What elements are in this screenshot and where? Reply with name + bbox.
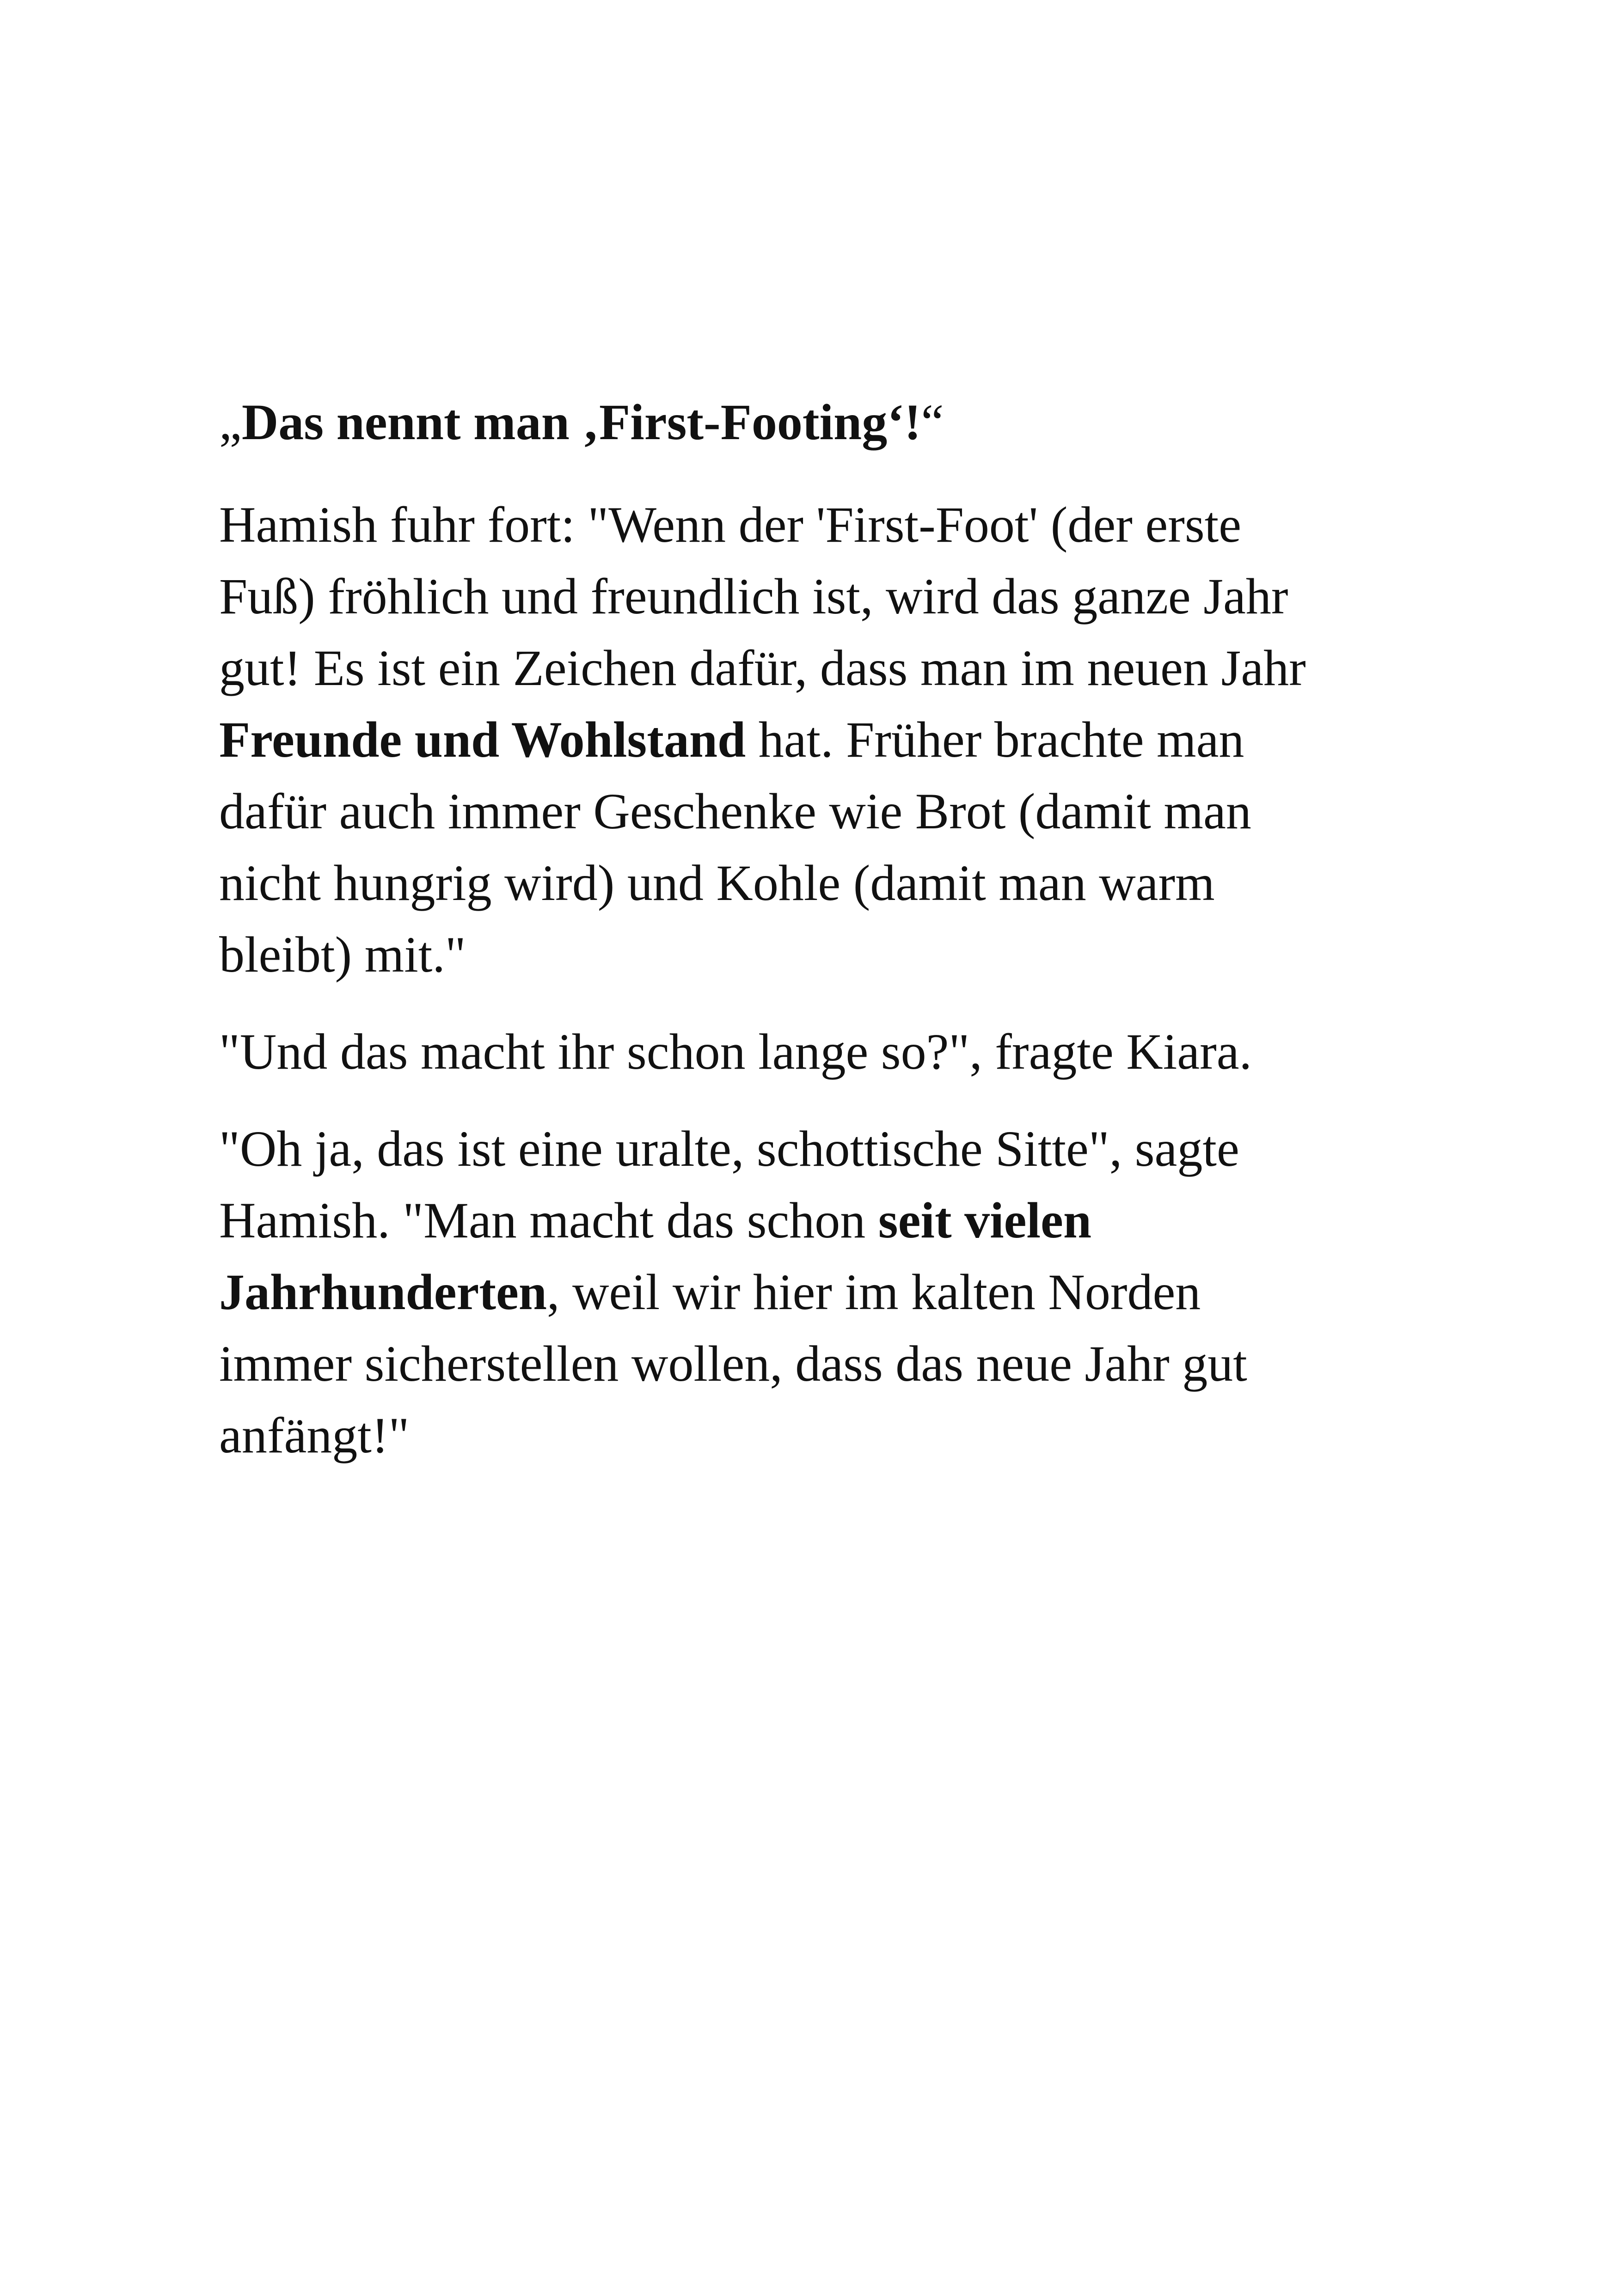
title-text: Das nennt man ‚First-Footing‘! [241, 394, 921, 450]
closing-quote: “ [921, 394, 944, 450]
text-line: immer sicherstellen wollen, dass das neue Jahr gut [219, 1335, 1247, 1392]
text-line: Hamish fuhr fort: "Wenn der 'First-Foot' (der erste [219, 496, 1242, 553]
bold-phrase: seit vielen [878, 1192, 1092, 1249]
text-line: "Und das macht ihr schon lange so?", fragte Kiara. [219, 1023, 1252, 1080]
text-line: dafür auch immer Geschenke wie Brot (damit man [219, 783, 1251, 839]
bold-phrase: Freunde und Wohlstand [219, 711, 746, 768]
story-text [219, 392, 1403, 1471]
text-line: Fuß) fröhlich und freundlich ist, wird das ganze Jahr [219, 568, 1288, 625]
opening-quote: „ [219, 394, 242, 450]
text-segment: , weil wir hier im kalten Norden [546, 1264, 1201, 1320]
text-segment: Hamish. "Man macht das schon [219, 1192, 878, 1249]
text-line [219, 1185, 1403, 1256]
paragraph-hamish-explains [219, 489, 1403, 991]
text-line [219, 704, 1403, 776]
text-line: gut! Es ist ein Zeichen dafür, dass man im neuen Jahr [219, 640, 1306, 696]
text-line: nicht hungrig wird) und Kohle (damit man warm [219, 855, 1215, 911]
text-line: bleibt) mit." [219, 926, 466, 983]
bold-phrase: Jahrhunderten [219, 1264, 547, 1320]
text-line [219, 1256, 1403, 1328]
paragraph-kiara-asks [219, 1016, 1403, 1088]
text-line: anfängt!" [219, 1407, 410, 1463]
paragraph-hamish-answers [219, 1113, 1403, 1471]
page-title [219, 392, 1403, 452]
text-segment: hat. Früher brachte man [746, 711, 1244, 768]
text-line: "Oh ja, das ist eine uralte, schottische Sitte", sagte [219, 1120, 1239, 1177]
